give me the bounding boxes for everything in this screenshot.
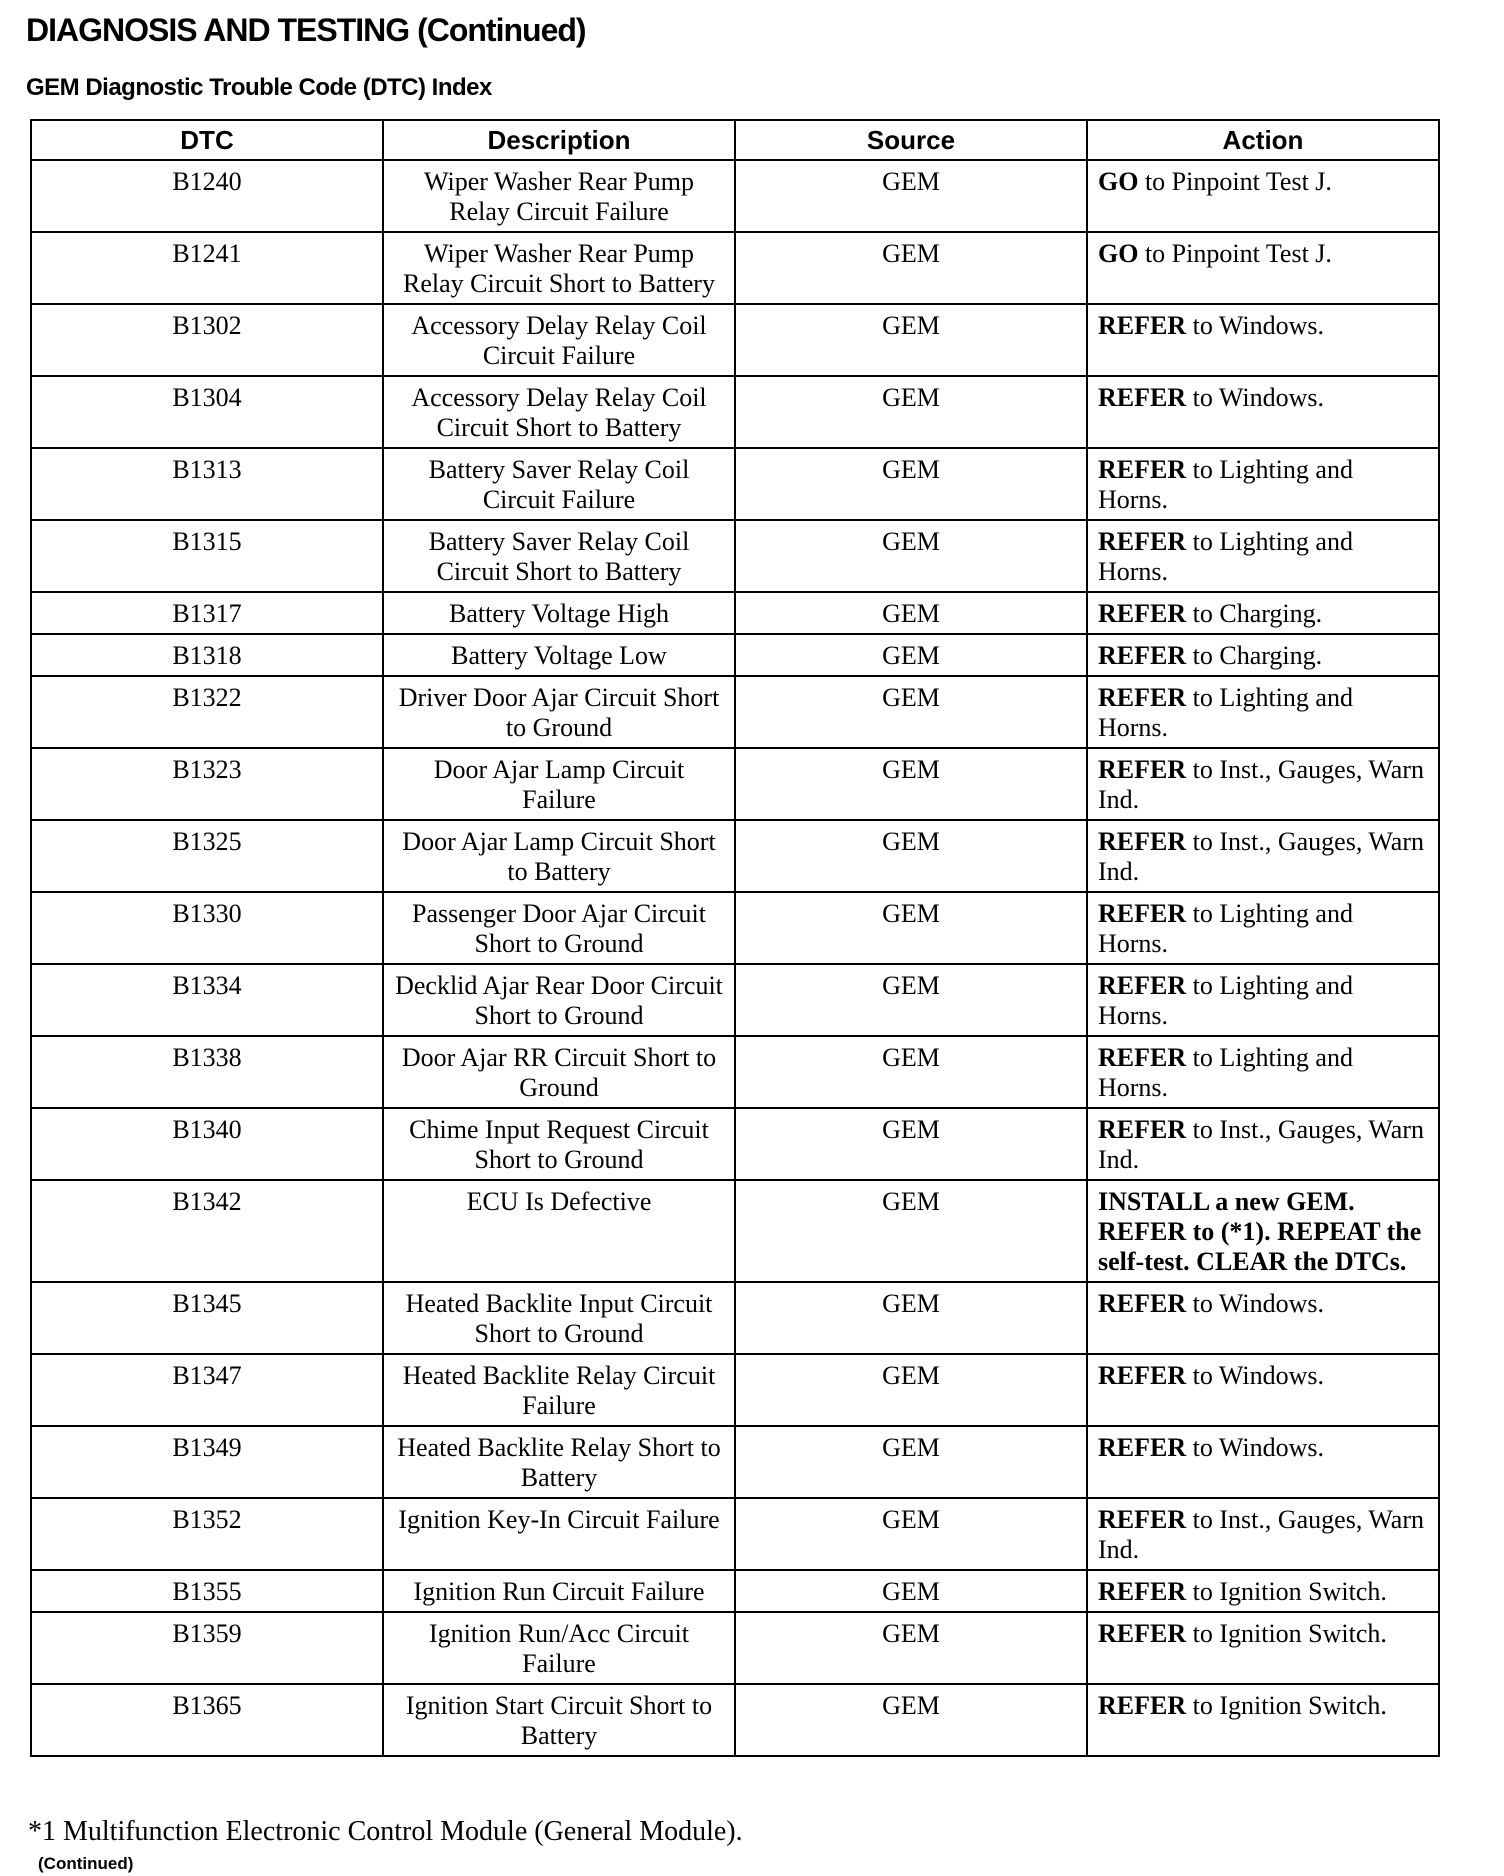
table-row	[31, 1354, 1439, 1426]
column-header-dtc: DTC	[31, 120, 383, 160]
dtc-code: B1345	[31, 1282, 383, 1354]
action-target: to Lighting and Horns.	[1098, 1043, 1353, 1102]
dtc-code: B1352	[31, 1498, 383, 1570]
dtc-code: B1302	[31, 304, 383, 376]
action-verb: REFER	[1098, 383, 1187, 412]
dtc-description: Ignition Run/Acc Circuit Failure	[383, 1612, 735, 1684]
dtc-code: B1325	[31, 820, 383, 892]
dtc-source: GEM	[735, 1684, 1087, 1756]
dtc-action	[1087, 1570, 1439, 1612]
dtc-action	[1087, 1036, 1439, 1108]
dtc-description: Door Ajar Lamp Circuit Short to Battery	[383, 820, 735, 892]
action-verb: REFER	[1098, 311, 1187, 340]
action-verb: REFER	[1098, 1577, 1187, 1606]
table-row	[31, 892, 1439, 964]
table-row	[31, 1684, 1439, 1756]
action-verb: REFER	[1098, 1505, 1187, 1534]
dtc-description: Accessory Delay Relay Coil Circuit Short to Battery	[383, 376, 735, 448]
table-row	[31, 1282, 1439, 1354]
table-row	[31, 232, 1439, 304]
table-header-row	[31, 120, 1439, 160]
dtc-action	[1087, 592, 1439, 634]
dtc-source: GEM	[735, 1180, 1087, 1282]
dtc-action	[1087, 1282, 1439, 1354]
dtc-action	[1087, 676, 1439, 748]
action-target: to Pinpoint Test J.	[1144, 239, 1332, 268]
dtc-description: Driver Door Ajar Circuit Short to Ground	[383, 676, 735, 748]
action-verb: REFER	[1098, 527, 1187, 556]
table-row	[31, 448, 1439, 520]
action-verb: REFER	[1098, 455, 1187, 484]
dtc-description: Battery Saver Relay Coil Circuit Failure	[383, 448, 735, 520]
action-target: to Ignition Switch.	[1192, 1691, 1387, 1720]
column-header-action: Action	[1087, 120, 1439, 160]
dtc-code: B1347	[31, 1354, 383, 1426]
table-row	[31, 376, 1439, 448]
dtc-description: Battery Voltage Low	[383, 634, 735, 676]
dtc-source: GEM	[735, 748, 1087, 820]
action-target: to Inst., Gauges, Warn Ind.	[1098, 827, 1425, 886]
action-target: to Pinpoint Test J.	[1144, 167, 1332, 196]
dtc-action	[1087, 232, 1439, 304]
dtc-action	[1087, 1498, 1439, 1570]
column-header-description: Description	[383, 120, 735, 160]
dtc-code: B1338	[31, 1036, 383, 1108]
table-body	[31, 160, 1439, 1756]
dtc-source: GEM	[735, 448, 1087, 520]
dtc-description: Battery Voltage High	[383, 592, 735, 634]
action-verb: REFER	[1098, 1043, 1187, 1072]
dtc-action	[1087, 1612, 1439, 1684]
dtc-code: B1359	[31, 1612, 383, 1684]
action-verb: REFER	[1098, 1115, 1187, 1144]
action-target: to Inst., Gauges, Warn Ind.	[1098, 1505, 1425, 1564]
table-title: GEM Diagnostic Trouble Code (DTC) Index	[26, 74, 492, 101]
dtc-action	[1087, 304, 1439, 376]
dtc-description: Wiper Washer Rear Pump Relay Circuit Short to Battery	[383, 232, 735, 304]
dtc-source: GEM	[735, 634, 1087, 676]
action-target: to Windows.	[1192, 1433, 1324, 1462]
table-row	[31, 634, 1439, 676]
table-row	[31, 748, 1439, 820]
dtc-code: B1330	[31, 892, 383, 964]
table-row	[31, 1036, 1439, 1108]
dtc-source: GEM	[735, 160, 1087, 232]
dtc-action	[1087, 892, 1439, 964]
column-header-source: Source	[735, 120, 1087, 160]
dtc-action	[1087, 160, 1439, 232]
action-verb: REFER	[1098, 755, 1187, 784]
dtc-source: GEM	[735, 1036, 1087, 1108]
dtc-action	[1087, 1108, 1439, 1180]
dtc-action	[1087, 1684, 1439, 1756]
dtc-code: B1317	[31, 592, 383, 634]
dtc-code: B1349	[31, 1426, 383, 1498]
action-target: to Windows.	[1192, 311, 1324, 340]
dtc-description: Ignition Key-In Circuit Failure	[383, 1498, 735, 1570]
action-target: to Inst., Gauges, Warn Ind.	[1098, 755, 1425, 814]
table-row	[31, 676, 1439, 748]
dtc-source: GEM	[735, 592, 1087, 634]
dtc-code: B1342	[31, 1180, 383, 1282]
action-verb: REFER	[1098, 1289, 1187, 1318]
dtc-code: B1313	[31, 448, 383, 520]
table-row	[31, 1426, 1439, 1498]
dtc-source: GEM	[735, 1426, 1087, 1498]
dtc-description: Decklid Ajar Rear Door Circuit Short to Ground	[383, 964, 735, 1036]
dtc-description: Ignition Run Circuit Failure	[383, 1570, 735, 1612]
dtc-code: B1322	[31, 676, 383, 748]
dtc-code: B1318	[31, 634, 383, 676]
action-verb: REFER	[1098, 827, 1187, 856]
dtc-source: GEM	[735, 820, 1087, 892]
action-target: to Windows.	[1192, 1289, 1324, 1318]
dtc-action	[1087, 634, 1439, 676]
action-verb: REFER	[1098, 1619, 1187, 1648]
action-target: to Ignition Switch.	[1192, 1619, 1387, 1648]
table-row	[31, 520, 1439, 592]
dtc-source: GEM	[735, 304, 1087, 376]
dtc-code: B1340	[31, 1108, 383, 1180]
dtc-source: GEM	[735, 520, 1087, 592]
action-verb: REFER	[1098, 971, 1187, 1000]
action-target: to Lighting and Horns.	[1098, 683, 1353, 742]
dtc-action	[1087, 1354, 1439, 1426]
dtc-description: Heated Backlite Relay Circuit Failure	[383, 1354, 735, 1426]
dtc-action	[1087, 820, 1439, 892]
dtc-source: GEM	[735, 376, 1087, 448]
action-verb: REFER	[1098, 1433, 1187, 1462]
dtc-source: GEM	[735, 1354, 1087, 1426]
action-text: INSTALL a new GEM. REFER to (*1). REPEAT the self-test. CLEAR the DTCs.	[1098, 1187, 1422, 1276]
dtc-description: Wiper Washer Rear Pump Relay Circuit Failure	[383, 160, 735, 232]
action-target: to Lighting and Horns.	[1098, 527, 1353, 586]
dtc-action	[1087, 376, 1439, 448]
dtc-description: Accessory Delay Relay Coil Circuit Failure	[383, 304, 735, 376]
dtc-description: Door Ajar Lamp Circuit Failure	[383, 748, 735, 820]
continued-label: (Continued)	[38, 1854, 134, 1873]
action-target: to Windows.	[1192, 1361, 1324, 1390]
dtc-code: B1334	[31, 964, 383, 1036]
dtc-code: B1355	[31, 1570, 383, 1612]
dtc-code: B1240	[31, 160, 383, 232]
table-row	[31, 1612, 1439, 1684]
dtc-description: Chime Input Request Circuit Short to Ground	[383, 1108, 735, 1180]
action-verb: REFER	[1098, 899, 1187, 928]
dtc-source: GEM	[735, 964, 1087, 1036]
action-target: to Charging.	[1192, 599, 1323, 628]
dtc-description: Heated Backlite Input Circuit Short to Ground	[383, 1282, 735, 1354]
dtc-description: Door Ajar RR Circuit Short to Ground	[383, 1036, 735, 1108]
action-verb: REFER	[1098, 599, 1187, 628]
dtc-source: GEM	[735, 1612, 1087, 1684]
footnote: *1 Multifunction Electronic Control Module (General Module).	[28, 1816, 743, 1847]
dtc-index-table	[30, 119, 1440, 1757]
table-row	[31, 964, 1439, 1036]
action-verb: REFER	[1098, 1691, 1187, 1720]
action-verb: GO	[1098, 167, 1139, 196]
dtc-source: GEM	[735, 1570, 1087, 1612]
dtc-description: Battery Saver Relay Coil Circuit Short to Battery	[383, 520, 735, 592]
table-row	[31, 820, 1439, 892]
dtc-source: GEM	[735, 1108, 1087, 1180]
action-target: to Lighting and Horns.	[1098, 455, 1353, 514]
dtc-code: B1315	[31, 520, 383, 592]
dtc-action	[1087, 448, 1439, 520]
action-verb: GO	[1098, 239, 1139, 268]
dtc-source: GEM	[735, 892, 1087, 964]
action-target: to Lighting and Horns.	[1098, 971, 1353, 1030]
dtc-action	[1087, 748, 1439, 820]
dtc-code: B1241	[31, 232, 383, 304]
dtc-source: GEM	[735, 1282, 1087, 1354]
dtc-code: B1304	[31, 376, 383, 448]
table-row	[31, 1570, 1439, 1612]
table-row	[31, 1498, 1439, 1570]
dtc-code: B1365	[31, 1684, 383, 1756]
dtc-source: GEM	[735, 676, 1087, 748]
action-verb: REFER	[1098, 641, 1187, 670]
section-title: DIAGNOSIS AND TESTING (Continued)	[26, 12, 586, 48]
dtc-action	[1087, 964, 1439, 1036]
table-row	[31, 1108, 1439, 1180]
action-target: to Charging.	[1192, 641, 1323, 670]
table-row	[31, 160, 1439, 232]
dtc-code: B1323	[31, 748, 383, 820]
dtc-description: Ignition Start Circuit Short to Battery	[383, 1684, 735, 1756]
action-target: to Lighting and Horns.	[1098, 899, 1353, 958]
table-row	[31, 304, 1439, 376]
action-target: to Ignition Switch.	[1192, 1577, 1387, 1606]
action-verb: REFER	[1098, 683, 1187, 712]
table-row	[31, 592, 1439, 634]
dtc-source: GEM	[735, 232, 1087, 304]
action-target: to Windows.	[1192, 383, 1324, 412]
dtc-description: ECU Is Defective	[383, 1180, 735, 1282]
action-verb: REFER	[1098, 1361, 1187, 1390]
dtc-action	[1087, 1426, 1439, 1498]
dtc-action	[1087, 520, 1439, 592]
action-target: to Inst., Gauges, Warn Ind.	[1098, 1115, 1425, 1174]
dtc-action	[1087, 1180, 1439, 1282]
table-row	[31, 1180, 1439, 1282]
dtc-source: GEM	[735, 1498, 1087, 1570]
dtc-description: Passenger Door Ajar Circuit Short to Ground	[383, 892, 735, 964]
dtc-description: Heated Backlite Relay Short to Battery	[383, 1426, 735, 1498]
